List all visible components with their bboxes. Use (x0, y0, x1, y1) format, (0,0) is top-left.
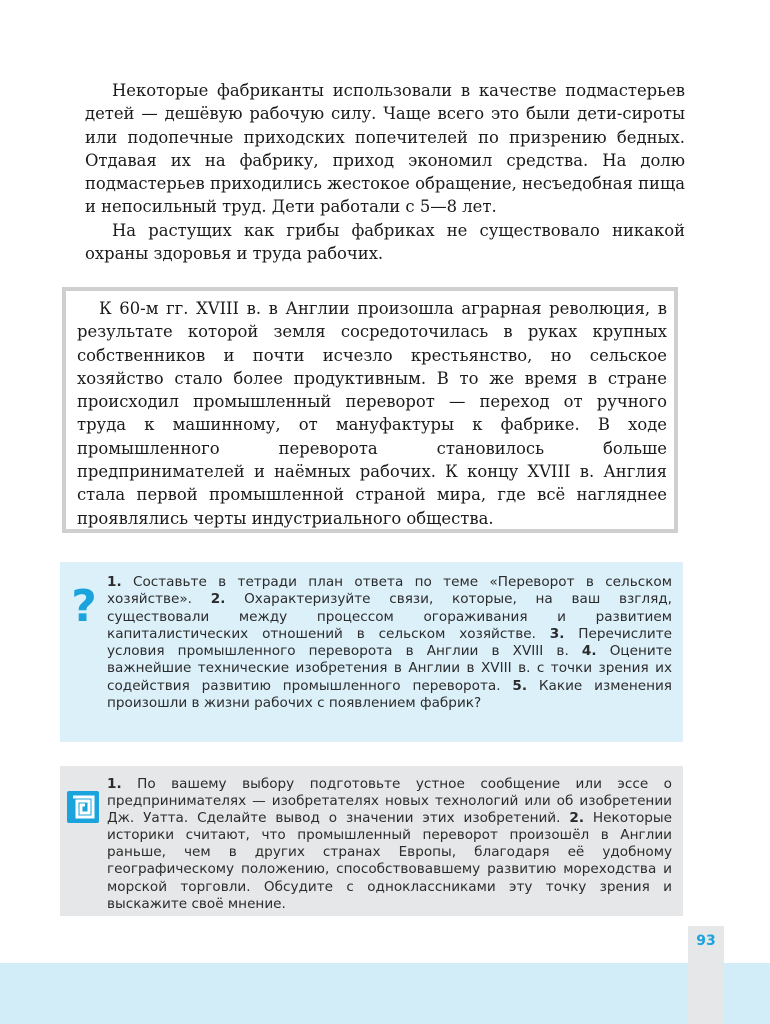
page-number-tab (688, 926, 724, 1024)
paragraph-apprentices: Некоторые фабриканты использовали в качестве подмастерьев детей — дешёвую рабочую силу. Чаще всего это были дети-сироты или подопечные приходских попечителей по призрению бедных. Отдавая их на фабрику, приход экономил средства. На долю подмастерьев приходились жестокое обращение, несъедобная пища и непосильный труд. Дети работали с 5—8 лет. (85, 81, 685, 217)
questions-list (107, 574, 672, 712)
question-text: Составьте в тетради план ответа по теме «Переворот в сельском хозяйстве». (107, 574, 673, 608)
question-number: 3. (549, 625, 565, 642)
summary-text: К 60-м гг. XVIII в. в Англии произошла аграрная революция, в результате которой земля сосредоточилась в руках крупных собственников и почти исчезло крестьянство, но сельское хозяйство стало более продуктивным. В то же время в стране происходил промышленный переворот — переход от ручного труда к машинному, от мануфактуры к фабрике. В ходе промышленного переворота становилось больше предпринимателей и наёмных рабочих. К концу XVIII в. Англия стала первой промышленной страной мира, где всё нагляднее проявлялись черты индустриального общества. (77, 299, 667, 528)
question-text: Охарактеризуйте связи, которые, на ваш взгляд, существовали между процессом огораживания и развитием капиталистических отношений в сельском хозяйстве. (107, 591, 672, 642)
main-text (85, 79, 685, 265)
question-number: 4. (581, 643, 597, 660)
summary-box (62, 287, 678, 533)
footer-band (0, 963, 770, 1024)
tasks-box (60, 766, 683, 916)
tasks-list (107, 776, 672, 913)
paragraph-no-protection: На растущих как грибы фабриках не существовало никакой охраны здоровья и труда рабочих. (85, 220, 685, 264)
question-number: 2. (210, 591, 226, 608)
task-number: 2. (569, 810, 584, 827)
task-text: По вашему выбору подготовьте устное сообщение или эссе о предпринимателях — изобретателях новых технологий или об изобретении Дж. Уатта. Сделайте вывод о значении этих изобретений. (107, 776, 672, 827)
question-number: 1. (107, 574, 122, 590)
page-number: 93 (696, 933, 716, 949)
task-number: 1. (107, 776, 122, 792)
questions-box (60, 562, 683, 742)
task-text: Некоторые историки считают, что промышленный переворот произошёл в Англии раньше, чем в других странах Европы, благодаря её удобному географическому положению, способствовавшему развитию мореходства и морской торговли. Обсудите с одноклассниками эту точку зрения и выскажите своё мнение. (107, 810, 672, 912)
question-number: 5. (512, 677, 528, 694)
question-mark-icon: ? (71, 581, 97, 632)
spiral-task-icon (66, 790, 100, 824)
question-text: Какие изменения произошли в жизни рабочих с появлением фабрик? (107, 677, 672, 712)
question-text: Оцените важнейшие технические изобретения в Англии в XVIII в. с точки зрения их содействия развитию промышленного переворота. (107, 643, 673, 694)
question-text: Перечислите условия промышленного переворота в Англии в XVIII в. (107, 625, 672, 660)
